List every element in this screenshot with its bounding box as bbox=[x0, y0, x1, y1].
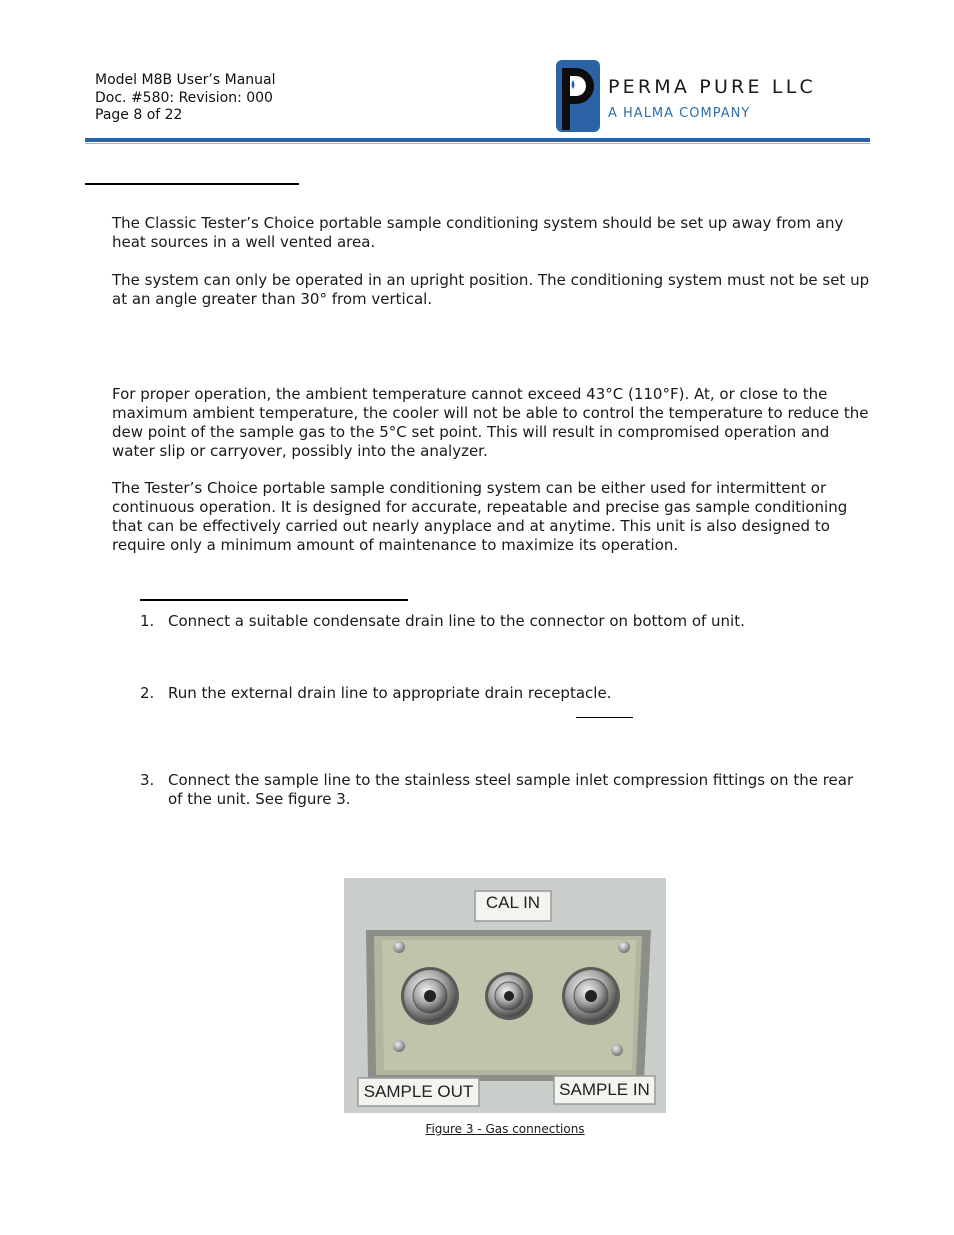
subsection-heading-underline bbox=[140, 599, 408, 601]
step-number: 3. bbox=[140, 771, 155, 789]
sample-out-label: SAMPLE OUT bbox=[363, 1082, 474, 1101]
step-number: 2. bbox=[140, 684, 155, 702]
step-number: 1. bbox=[140, 612, 155, 630]
step-text: Run the external drain line to appropriate drain receptacle. bbox=[168, 684, 612, 702]
logo-name: PERMA PURE LLC bbox=[608, 76, 816, 98]
sample-in-label: SAMPLE IN bbox=[559, 1080, 650, 1099]
figure-caption: Figure 3 - Gas connections bbox=[425, 1122, 585, 1136]
cal-in-label: CAL IN bbox=[485, 893, 541, 912]
step-text: Connect a suitable condensate drain line to the connector on bottom of unit. bbox=[168, 612, 745, 630]
section-heading-underline bbox=[85, 183, 299, 185]
doc-title: Model M8B User’s Manual bbox=[95, 72, 276, 88]
note-underline bbox=[576, 717, 633, 718]
paragraph-placement: The Classic Tester’s Choice portable sample conditioning system should be set up away from any heat sources in a well vented area. bbox=[112, 214, 844, 251]
header-rule-thin bbox=[85, 143, 870, 144]
doc-revision: Doc. #580: Revision: 000 bbox=[95, 90, 273, 106]
paragraph-operation: The Tester’s Choice portable sample conditioning system can be either used for intermittent or continuous operation. It is designed for accurate, repeatable and precise gas sample conditioning that can be effectively carried out nearly anyplace and at anytime. This unit is also designed to require only a minimum amount of maintenance to maximize its operation. bbox=[112, 479, 848, 554]
list-item bbox=[140, 612, 870, 631]
logo-subtitle: A HALMA COMPANY bbox=[608, 106, 751, 121]
step-text: Connect the sample line to the stainless steel sample inlet compression fittings on the rear of the unit. See figure 3. bbox=[168, 771, 854, 808]
list-item bbox=[140, 771, 870, 809]
paragraph-orientation: The system can only be operated in an upright position. The conditioning system must not be set up at an angle greater than 30° from vertical. bbox=[112, 271, 870, 308]
page-number: Page 8 of 22 bbox=[95, 107, 183, 123]
paragraph-ambient-temperature: For proper operation, the ambient temperature cannot exceed 43°C (110°F). At, or close to the maximum ambient temperature, the cooler will not be able to control the temperature to reduce the dew point of the sample gas to the 5°C set point. This will result in compromised operation and water slip or carryover, possibly into the analyzer. bbox=[112, 385, 869, 460]
gas-connections-photo bbox=[344, 878, 666, 1113]
list-item bbox=[140, 684, 870, 703]
header-rule bbox=[85, 138, 870, 142]
